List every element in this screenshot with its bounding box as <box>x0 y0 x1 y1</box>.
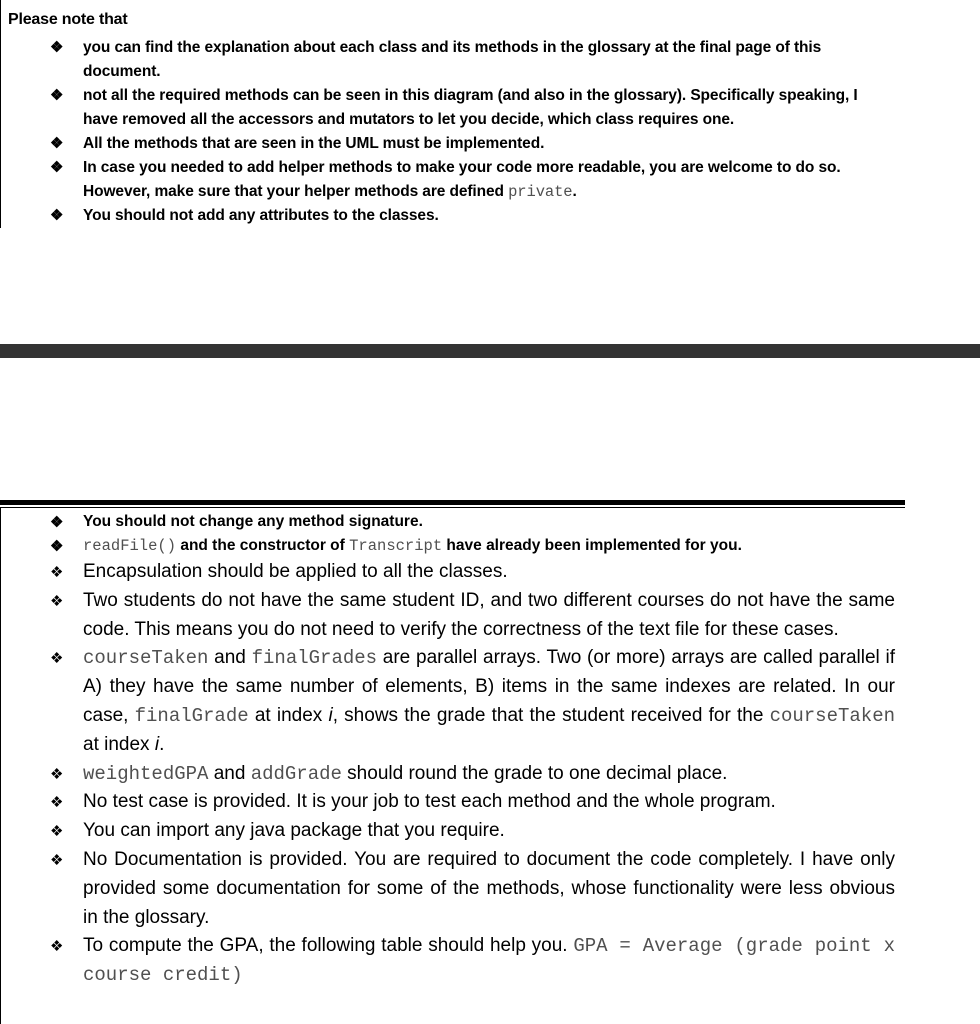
list-item-text: should round the grade to one decimal place. <box>341 762 728 784</box>
code-field: finalGrades <box>251 647 378 670</box>
bottom-bullet-list <box>0 510 980 990</box>
diamond-bullet-icon: ❖ <box>50 514 64 531</box>
diamond-bullet-icon: ❖ <box>50 794 64 812</box>
diamond-bullet-icon: ❖ <box>50 765 64 783</box>
list-item-text: Encapsulation should be applied to all the classes. <box>83 561 508 582</box>
italic-index: i <box>328 704 333 726</box>
list-item <box>0 534 895 558</box>
code-method: weightedGPA <box>83 762 209 785</box>
list-item-text: you can find the explanation about each class and its methods in the glossary at the final page of this document. <box>83 39 822 80</box>
list-item-text: All the methods that are seen in the UML must be implemented. <box>83 135 545 152</box>
list-item <box>0 84 895 132</box>
list-item <box>0 558 895 587</box>
list-item <box>0 587 895 645</box>
italic-index: i <box>154 733 160 755</box>
code-method: addGrade <box>250 762 342 785</box>
list-item-text: You can import any java package that you require. <box>83 820 505 842</box>
section-top-rule-thin <box>0 507 905 508</box>
list-item <box>0 156 895 204</box>
top-note-section <box>0 0 980 228</box>
code-formula: GPA = Average (grade point x course credit) <box>83 935 895 987</box>
list-item <box>0 932 895 990</box>
diamond-bullet-icon: ❖ <box>50 538 64 555</box>
list-item-text: and <box>208 762 251 784</box>
code-keyword: private <box>508 183 573 201</box>
list-item-text: You should not add any attributes to the classes. <box>83 207 439 224</box>
list-item-text: . <box>572 183 577 200</box>
list-item-text: , shows the grade that the student received for the <box>332 704 770 726</box>
page-separator-bar <box>0 344 980 358</box>
list-item <box>0 846 895 932</box>
list-item <box>0 817 895 846</box>
list-item-text: at index <box>83 733 155 755</box>
code-field: finalGrade <box>134 704 249 727</box>
diamond-bullet-icon: ❖ <box>50 87 64 104</box>
list-item <box>0 644 895 759</box>
list-item-text: Two students do not have the same student ID, and two different courses do not have the same code. This means you do not need to verify the correctness of the text file for these cases. <box>83 589 895 640</box>
code-method: readFile() <box>83 537 177 555</box>
code-field: courseTaken <box>83 647 209 670</box>
list-item-text: . <box>159 733 165 755</box>
diamond-bullet-icon: ❖ <box>50 851 64 869</box>
list-item-text: No test case is provided. It is your job to test each method and the whole program. <box>83 791 776 813</box>
diamond-bullet-icon: ❖ <box>50 135 64 152</box>
code-field: courseTaken <box>769 704 895 727</box>
diamond-bullet-icon: ❖ <box>50 592 64 610</box>
list-item-text: at index <box>248 704 329 726</box>
diamond-bullet-icon: ❖ <box>50 823 64 841</box>
list-item-text: not all the required methods can be seen in this diagram (and also in the glossary). Specifically speaking, I have removed all the accessors and mutators to let you decide, which class requires one. <box>83 87 858 128</box>
intro-heading: Please note that <box>8 11 128 28</box>
list-item-text: To compute the GPA, the following table should help you. <box>83 935 574 957</box>
top-bullet-list <box>0 36 980 228</box>
list-item <box>0 760 895 789</box>
list-item <box>0 510 895 534</box>
list-item <box>0 204 895 228</box>
diamond-bullet-icon: ❖ <box>50 159 64 176</box>
list-item <box>0 788 895 817</box>
code-class: Transcript <box>349 537 443 555</box>
list-item-text: are parallel arrays. Two (or more) arrays are called parallel if A) they have the same number of elements, B) items in the same indexes are related. In our case, <box>83 647 896 726</box>
diamond-bullet-icon: ❖ <box>50 650 64 668</box>
diamond-bullet-icon: ❖ <box>50 564 64 581</box>
list-item-text: No Documentation is provided. You are required to document the code completely. I have only provided some documentation for some of the methods, whose functionality were less obvious in the glossary. <box>83 848 895 928</box>
list-item-text: and the constructor of <box>176 537 350 554</box>
list-item-text: You should not change any method signature. <box>83 513 423 530</box>
list-item-text: have already been implemented for you. <box>442 537 742 554</box>
diamond-bullet-icon: ❖ <box>50 207 64 224</box>
list-item-text: In case you needed to add helper methods to make your code more readable, you are welcome to do so. However, make sure that your helper methods are defined <box>83 159 841 200</box>
diamond-bullet-icon: ❖ <box>50 39 64 56</box>
diamond-bullet-icon: ❖ <box>50 938 64 956</box>
section-top-rule <box>0 500 905 505</box>
list-item <box>0 132 895 156</box>
list-item-text: and <box>208 647 252 669</box>
list-item <box>0 36 895 84</box>
